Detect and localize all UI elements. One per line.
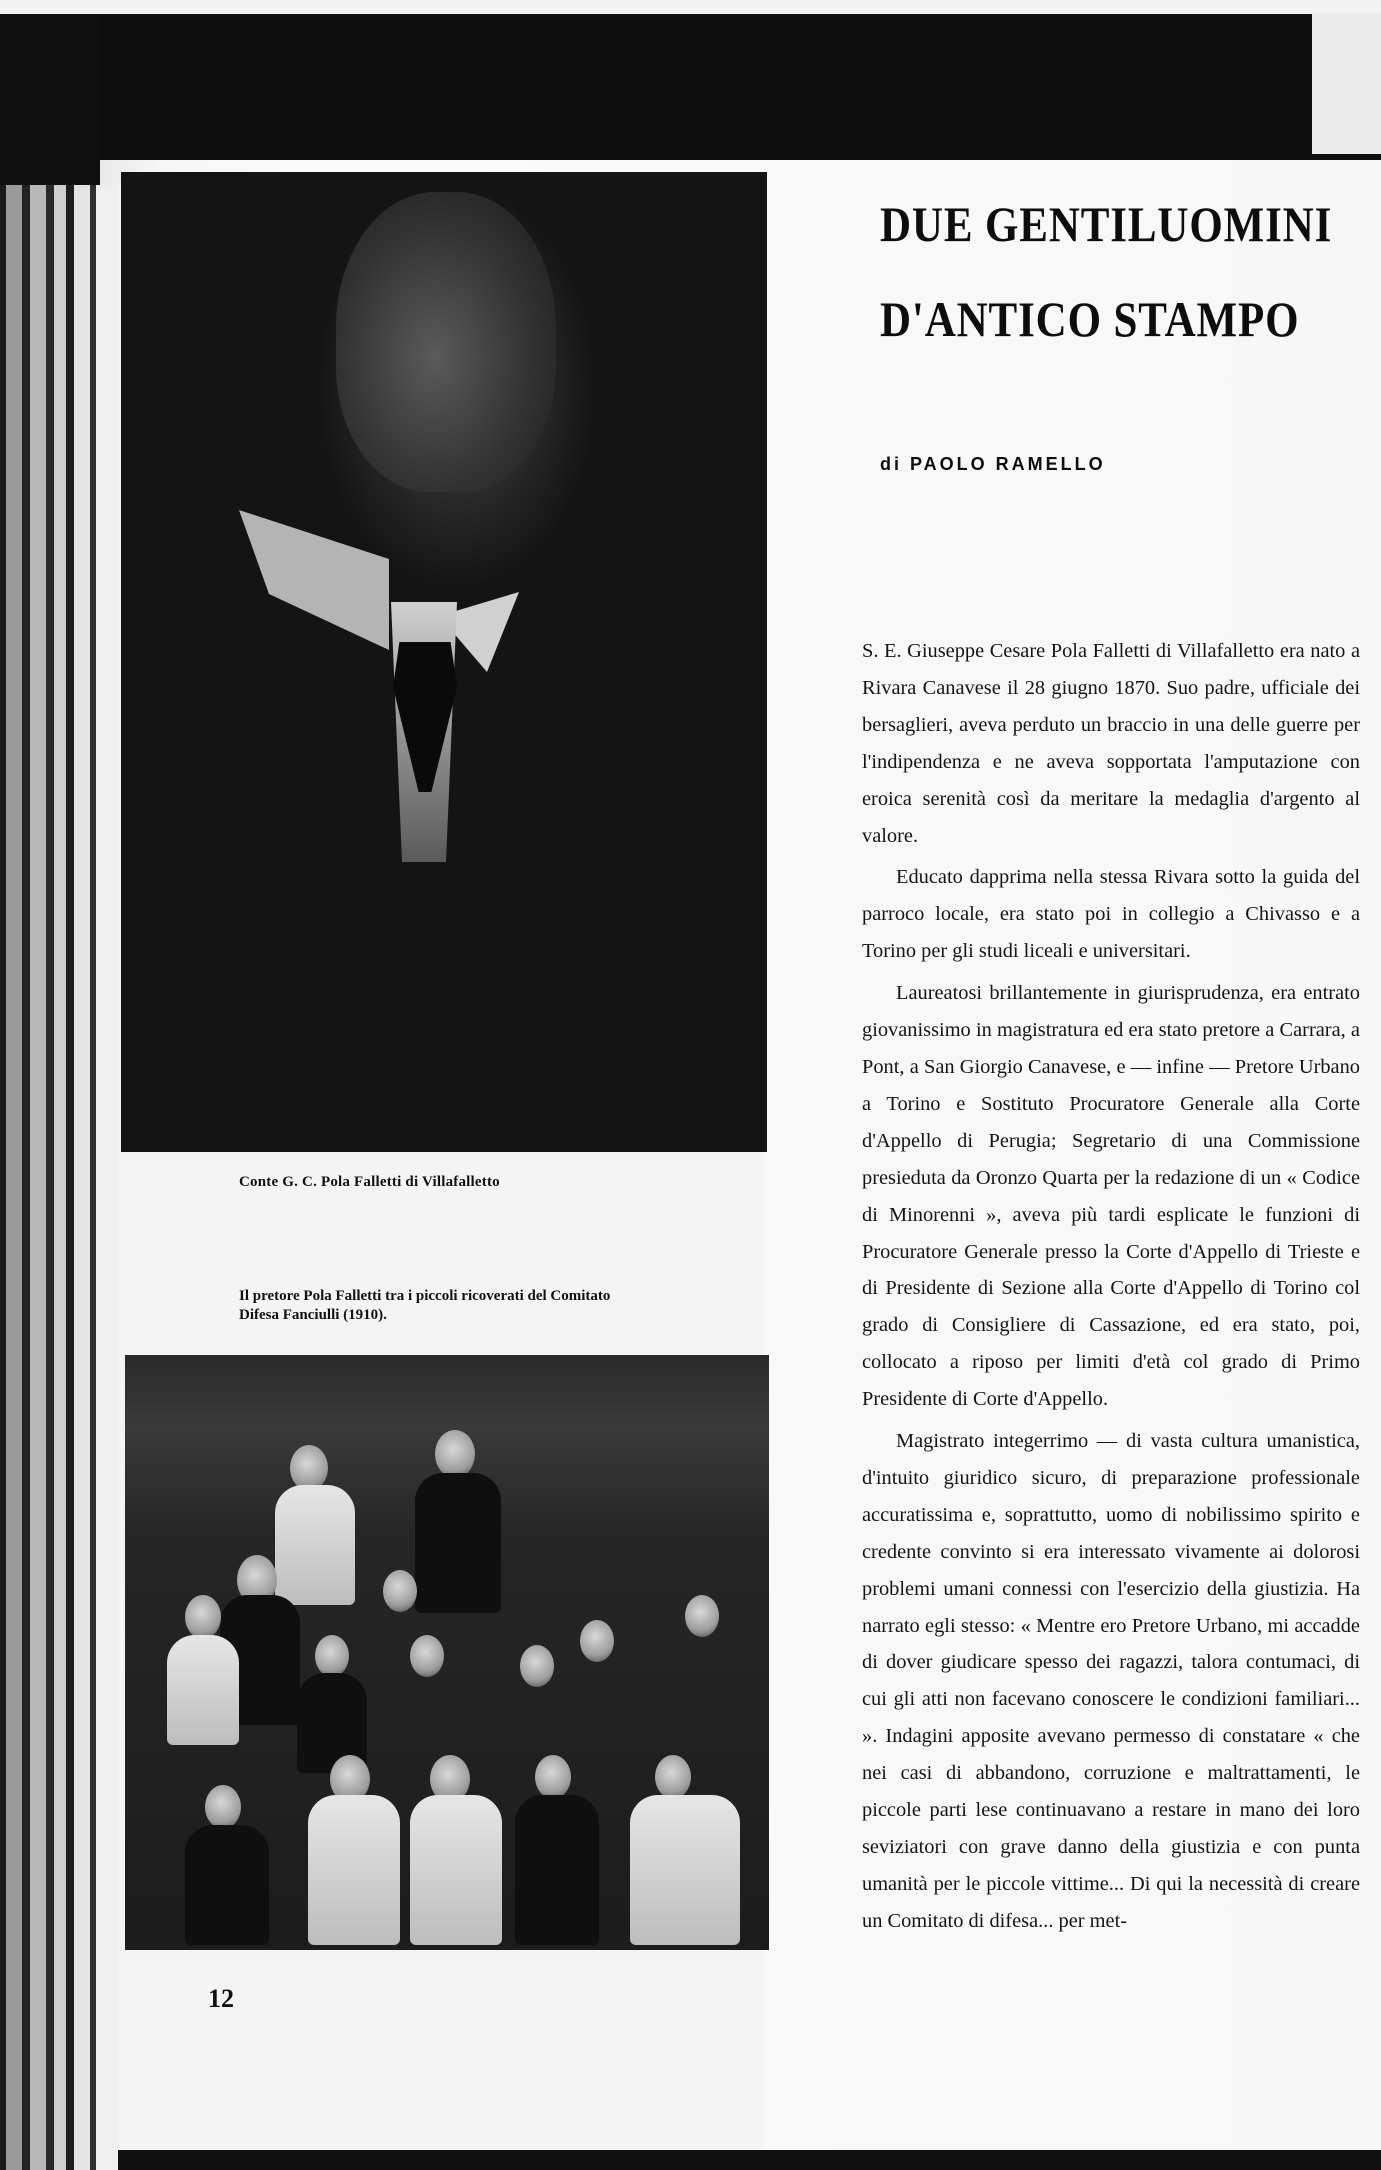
article-paragraph: S. E. Giuseppe Cesare Pola Falletti di Villafalletto era nato a Rivara Canavese il 28 giugno 1870. Suo padre, ufficiale dei bersaglieri, aveva perduto un braccio in una delle guerre per l'indipendenza e ne aveva sopportata l'amputazione con eroica serenità così da meritare la medaglia d'argento al valore. [862, 640, 1360, 847]
group-photo-caption: Il pretore Pola Falletti tra i piccoli ricoverati del Comitato Difesa Fanciulli (1910). [239, 1288, 611, 1323]
portrait-head [336, 192, 556, 492]
child-figure [515, 1795, 599, 1945]
stacked-page-edges [0, 185, 118, 2170]
article-byline: di PAOLO RAMELLO [880, 454, 1106, 474]
child-figure [415, 1473, 501, 1613]
child-figure [655, 1755, 691, 1799]
scan-dark-band [100, 14, 1312, 160]
article-paragraph: Educato dapprima nella stessa Rivara sotto la guida del parroco locale, era stato poi in collegio a Chivasso e a Torino per gli studi liceali e universitari. [862, 866, 1360, 963]
child-figure [275, 1485, 355, 1605]
page-number: 12 [208, 1984, 234, 2013]
child-figure [167, 1635, 239, 1745]
article-title-line-1: DUE GENTILUOMINI [880, 196, 1333, 252]
portrait-photo [121, 172, 767, 1152]
group-photo [125, 1355, 769, 1950]
portrait-collar [239, 510, 389, 650]
child-figure [410, 1795, 502, 1945]
child-figure [685, 1595, 719, 1637]
child-figure [185, 1595, 221, 1639]
child-figure [580, 1620, 614, 1662]
scan-border-right [1312, 14, 1381, 154]
child-figure [535, 1755, 571, 1799]
child-figure [630, 1795, 740, 1945]
child-figure [315, 1635, 349, 1677]
article-body [862, 633, 1360, 1945]
child-figure [410, 1635, 444, 1677]
portrait-caption: Conte G. C. Pola Falletti di Villafalletto [239, 1174, 500, 1190]
article-paragraph: Magistrato integerrimo — di vasta cultura umanistica, d'intuito giuridico sicuro, di preparazione professionale accuratissima e, soprattutto, uomo di nobilissimo spirito e credente convinto si era interessato vivamente ai dolorosi problemi umani connessi con l'esercizio della giustizia. Ha narrato egli stesso: « Mentre ero Pretore Urbano, mi accadde di dover giudicare spesso dei ragazzi, talora contumaci, di cui gli atti non facevano conoscere le condizioni familiari... ». Indagini apposite avevano permesso di constatare « che nei casi di abbandono, corruzione e maltrattamenti, le piccole parti lese continuavano a restare in mano dei loro seviziatori con grave danno della giustizia e con punta umanità per le piccole vittime... Di qui la necessità di creare un Comitato di difesa... per met- [862, 1430, 1360, 1932]
child-figure [308, 1795, 400, 1945]
child-figure [435, 1430, 475, 1478]
child-figure [185, 1825, 269, 1945]
article-paragraph: Laureatosi brillantemente in giurisprudenza, era entrato giovanissimo in magistratura ed era stato pretore a Carrara, a Pont, a San Giorgio Canavese, e — infine — Pretore Urbano a Torino e Sostituto Procuratore Generale alla Corte d'Appello di Perugia; Segretario di una Commissione presieduta da Oronzo Quarta per la redazione di un « Codice di Minorenni », aveva più tardi esplicate le funzioni di Procuratore Generale presso la Corte d'Appello di Trieste e di Presidente di Sezione alla Corte d'Appello di Torino col grado di Consigliere di Cassazione, ed era stato, poi, collocato a riposo per limiti d'età col grado di Primo Presidente di Corte d'Appello. [862, 982, 1360, 1411]
article-title-line-2: D'ANTICO STAMPO [880, 291, 1300, 347]
child-figure [383, 1570, 417, 1612]
scan-border-top [0, 0, 1381, 14]
child-figure [520, 1645, 554, 1687]
child-figure [205, 1785, 241, 1829]
